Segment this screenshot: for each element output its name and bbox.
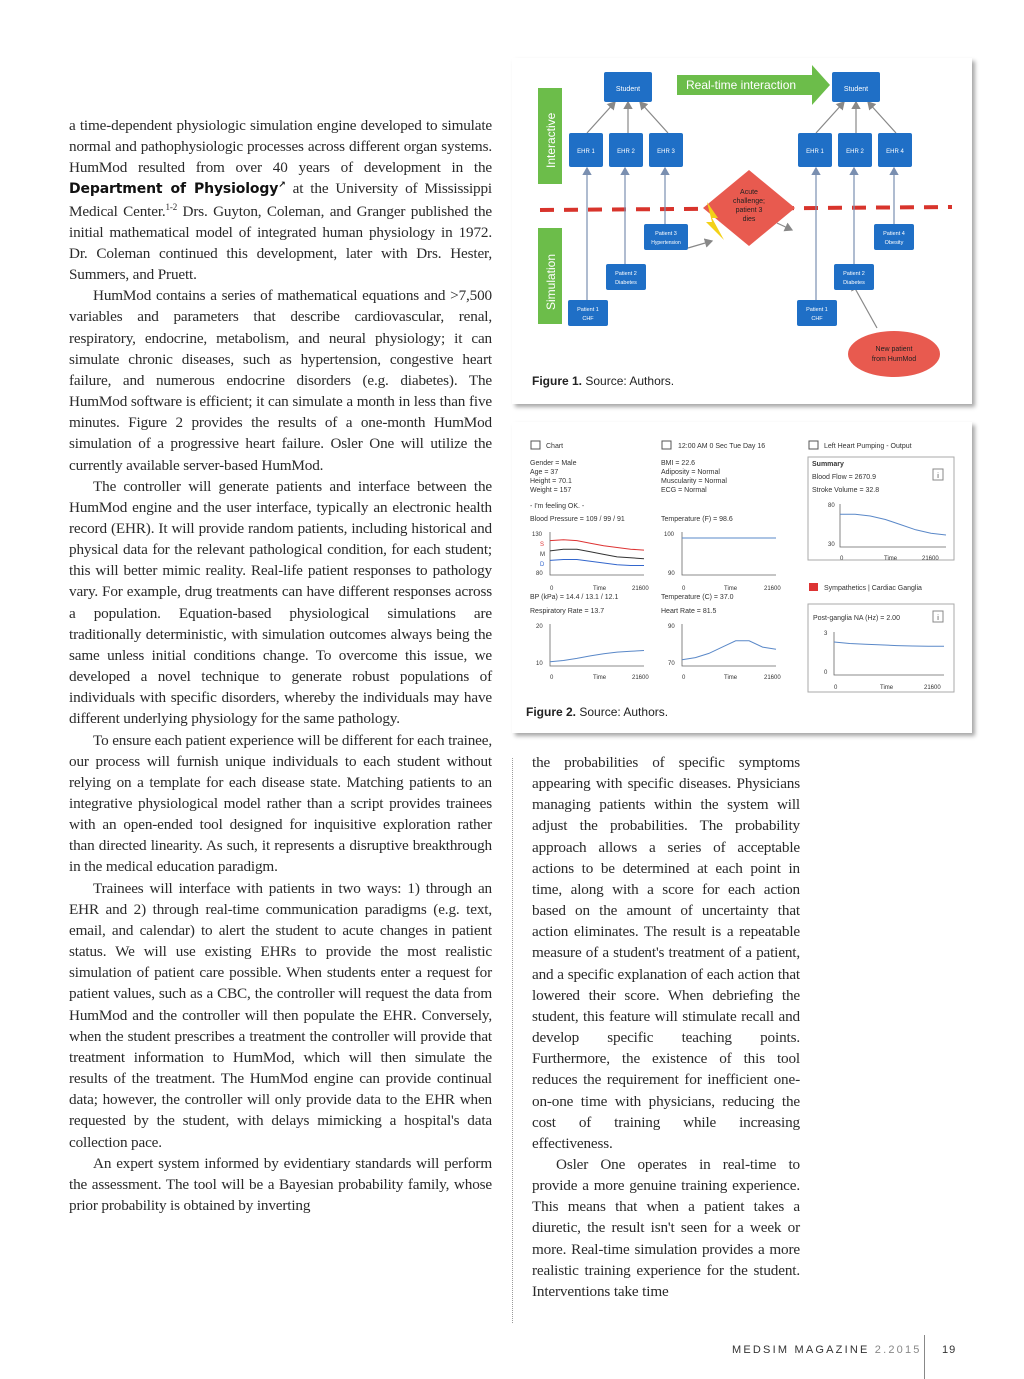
footer bbox=[732, 1344, 922, 1356]
axis-tick: 0 bbox=[834, 685, 838, 691]
series-line-output bbox=[840, 514, 946, 535]
patient-sub: Hypertension bbox=[651, 240, 681, 246]
patient-sub: CHF bbox=[811, 316, 823, 322]
student-label: Student bbox=[615, 86, 641, 93]
left-column bbox=[69, 115, 492, 1216]
legend-s: S bbox=[540, 542, 545, 548]
axis-tick: 0 bbox=[682, 586, 686, 592]
ganglia-icon bbox=[809, 583, 818, 591]
plot-axis bbox=[840, 504, 946, 547]
right-column bbox=[532, 752, 800, 1302]
acute-text: Acute bbox=[740, 189, 758, 196]
series-line-s bbox=[550, 540, 644, 550]
axis-tick: 70 bbox=[668, 661, 675, 667]
info-icon: i bbox=[937, 615, 939, 622]
figure-1 bbox=[512, 58, 972, 404]
na-label: Post-ganglia NA (Hz) = 2.00 bbox=[813, 615, 900, 622]
workflow-diagram bbox=[512, 58, 972, 404]
paragraph: To ensure each patient experience will be different for each trainee, our process will furnish unique individuals to each student without relying on a template for each disease state. Matching patients to an integrative physiological model rather than a script provides trainees with an open-ended tool designed for inquisitive exploration rather than directed linearity. As such, it represents a disruptive breakthrough in the medical education paradigm. bbox=[69, 731, 492, 876]
rr-label: Respiratory Rate = 13.7 bbox=[530, 608, 605, 615]
panel-title: Left Heart Pumping - Output bbox=[824, 443, 912, 450]
paragraph: HumMod contains a series of mathematical equations and >7,500 variables and parameters that describe cardiovascular, renal, respiratory, endocrine, metabolism, and neural physiology; it can simulate chronic diseases, such as hypertension, congestive heart failure, and numerous endocrine disorders (e.g. diabetes). The HumMod software is efficient; it can simulate a month in less than five minutes. Figure 2 provides the results of a one-month HumMod simulation of a progressive heart failure. Osler One will utilize the currently available server-based HumMod. bbox=[69, 287, 492, 474]
ehr-label: EHR 4 bbox=[886, 149, 904, 155]
footer-divider bbox=[924, 1335, 925, 1379]
series-line-d bbox=[550, 560, 644, 566]
axis-tick: 21600 bbox=[924, 685, 941, 691]
axis-tick: 0 bbox=[840, 556, 844, 562]
external-link-icon: ↗ bbox=[278, 180, 286, 191]
axis-tick: 80 bbox=[536, 571, 543, 577]
axis-tick: 30 bbox=[828, 542, 835, 548]
paragraph: Trainees will interface with patients in two ways: 1) through an EHR and 2) through real-time communication paradigms (e.g. text, email, and calendar) to alert the student to acute changes in patient status. We will use existing EHRs to provide the most realistic simulation of patient care possible. When students enter a request for patient values, such as a CBC, the controller will request the data from HumMod and the controller will then populate the EHR. Conversely, when the student prescribes a treatment the controller will provide that treatment information to HumMod, which will then simulate the results of the treatment. The HumMod engine can provide continual data; however, the controller will only provide data to the EHR when requested by the student, with delays mimicking a hospital's data collection pace. bbox=[69, 879, 492, 1151]
citation: 1-2 bbox=[165, 201, 178, 212]
figure-2 bbox=[512, 422, 972, 733]
axis-tick: 21600 bbox=[764, 675, 781, 681]
paragraph: a time-dependent physiologic simulation engine developed to simulate normal and pathophysiologic processes across different organ systems. HumMod resulted from over 40 years of development in the Department of Physiology↗ at the University of Mississippi Medical Center.$^{1-2}$ Drs. Guyton, Coleman, and Granger published the initial mathematical model of integrated human physiology in 1972. Dr. Coleman continued this development, later with Drs. Hester, Summers, and Pruett. bbox=[69, 117, 493, 284]
temp-label: Temperature (F) = 98.6 bbox=[661, 516, 733, 523]
ehr-label: EHR 1 bbox=[577, 149, 595, 155]
series-line-heart-rate bbox=[682, 641, 776, 660]
axis-tick: 0 bbox=[824, 670, 828, 676]
series-line-na bbox=[834, 642, 944, 646]
info-line: BMI = 22.6 bbox=[661, 460, 696, 467]
patient-label: Patient 1 bbox=[577, 307, 599, 313]
axis-tick: 21600 bbox=[764, 586, 781, 592]
paragraph: the probabilities of specific symptoms appearing with specific diseases. Physicians managing patients within the system will adjust the probabilities. The probability approach allows a series of acceptable actions to be determined at each point in time, along with a score for each action based on the amount of uncertainty that action eliminates. The result is a repeatable measure of a student's treatment of a patient, and a specific explanation of each action that lowered their score. When debriefing the student, this feature will stimulate recall and develop specific teaching points. Furthermore, the existence of this tool reduces the requirement for inefficient one-on-one time with physicians, reducing the cost of training while increasing effectiveness. bbox=[532, 754, 800, 1152]
figure-1-caption: Figure 1. Source: Authors. bbox=[532, 374, 675, 388]
plot-axis bbox=[550, 624, 644, 666]
page-number: 19 bbox=[942, 1344, 957, 1356]
axis-title: Time bbox=[724, 586, 738, 592]
patient-sub: Diabetes bbox=[615, 280, 637, 286]
axis-tick: 0 bbox=[682, 675, 686, 681]
paragraph: Osler One operates in real-time to provide a more genuine training experience. This means that when a patient takes a diuretic, the result isn't seen for a week or more. Real-time simulation provides a more realistic training experience for the student. Interventions take time bbox=[532, 1155, 800, 1300]
clock-icon bbox=[662, 441, 671, 449]
axis-tick: 130 bbox=[532, 532, 543, 538]
ehr-label: EHR 3 bbox=[657, 149, 675, 155]
series-line-m bbox=[550, 549, 644, 559]
legend-d: D bbox=[540, 562, 545, 568]
magazine-name: MEDSIM MAGAZINE bbox=[732, 1344, 875, 1356]
flow-label: Blood Flow = 2670.9 bbox=[812, 474, 877, 481]
info-line: Age = 37 bbox=[530, 469, 559, 476]
axis-tick: 90 bbox=[668, 624, 675, 630]
axis-tick: 3 bbox=[824, 631, 828, 637]
patient-box bbox=[568, 300, 608, 326]
info-line: Muscularity = Normal bbox=[661, 478, 727, 485]
patient-label: Patient 2 bbox=[615, 271, 637, 277]
axis-title: Time bbox=[593, 675, 607, 681]
axis-tick: 21600 bbox=[922, 556, 939, 562]
patient-box bbox=[874, 224, 914, 250]
figure-2-caption: Figure 2. Source: Authors. bbox=[526, 705, 669, 719]
info-line: Gender = Male bbox=[530, 460, 577, 467]
summary-title: Summary bbox=[812, 461, 844, 468]
bp-label: Blood Pressure = 109 / 99 / 91 bbox=[530, 516, 625, 523]
info-icon: i bbox=[937, 473, 939, 480]
axis-title: Time bbox=[880, 685, 894, 691]
patient-sub: Diabetes bbox=[843, 280, 865, 286]
ehr-label: EHR 2 bbox=[846, 149, 864, 155]
new-patient-text: New patient bbox=[875, 346, 913, 353]
tempc-label: Temperature (C) = 37.0 bbox=[661, 594, 734, 601]
patient-label: Patient 4 bbox=[883, 231, 905, 237]
paragraph: The controller will generate patients and interface between the HumMod engine and the user interface, typically an electronic health record (EHR). It will provide random patients, including historical and physical data for the relevant pathological condition, for each student; this will better mimic reality. Real-life patient responses to pathology vary. For example, drug treatments can have different responses across a population. Equation-based physiological simulations are traditionally deterministic, with simulation outcomes always being the same unless initial conditions change. To overcome this issue, we developed a novel technique to generate robust populations of individuals with specific disorders, whereby the individuals may have different underlying physiology for the same pathology. bbox=[69, 477, 492, 728]
ehr-label: EHR 1 bbox=[806, 149, 824, 155]
feeling-text: - I'm feeling OK. - bbox=[530, 503, 585, 510]
patient-sub: Obesity bbox=[884, 240, 904, 246]
panel-title: Chart bbox=[546, 443, 564, 450]
plot-axis bbox=[682, 624, 776, 666]
info-line: Weight = 157 bbox=[530, 487, 572, 494]
axis-tick: 90 bbox=[668, 571, 675, 577]
axis-tick: 10 bbox=[536, 661, 543, 667]
heart-icon bbox=[809, 441, 818, 449]
new-patient-ellipse bbox=[848, 331, 940, 377]
bpk-label: BP (kPa) = 14.4 / 13.1 / 12.1 bbox=[530, 594, 619, 601]
patient-label: Patient 1 bbox=[806, 307, 828, 313]
column-divider bbox=[512, 758, 513, 1323]
axis-tick: 21600 bbox=[632, 586, 649, 592]
stroke-label: Stroke Volume = 32.8 bbox=[812, 487, 880, 494]
info-line: Adiposity = Normal bbox=[661, 469, 720, 476]
department-of-physiology-link[interactable]: Department of Physiology↗ bbox=[69, 180, 286, 198]
student-label: Student bbox=[843, 86, 869, 93]
axis-tick: 80 bbox=[828, 503, 835, 509]
axis-title: Time bbox=[593, 586, 607, 592]
patient-sub: CHF bbox=[582, 316, 594, 322]
patient-box bbox=[606, 264, 646, 290]
axis-tick: 20 bbox=[536, 624, 543, 630]
acute-text: challenge; bbox=[733, 198, 765, 205]
paragraph: An expert system informed by evidentiary standards will perform the assessment. The tool will be a Bayesian probability family, whose prior probability is obtained by inverting bbox=[69, 1154, 492, 1214]
acute-text: dies bbox=[742, 216, 756, 223]
series-line-respiratory-rate bbox=[550, 651, 644, 662]
axis-tick: 21600 bbox=[632, 675, 649, 681]
hr-label: Heart Rate = 81.5 bbox=[661, 608, 717, 615]
plot-axis bbox=[834, 632, 944, 675]
axis-tick: 100 bbox=[664, 532, 675, 538]
simulation-dashboard bbox=[512, 422, 972, 733]
patient-box bbox=[834, 264, 874, 290]
axis-title: Time bbox=[884, 556, 898, 562]
patient-label: Patient 2 bbox=[843, 271, 865, 277]
simulation-label: Simulation bbox=[544, 253, 558, 310]
new-patient-text: from HumMod bbox=[871, 356, 917, 363]
acute-text: patient 3 bbox=[735, 207, 763, 214]
patient-box bbox=[797, 300, 837, 326]
issue-date: 2.2015 bbox=[874, 1344, 922, 1356]
realtime-label: Real-time interaction bbox=[686, 78, 797, 92]
axis-tick: 0 bbox=[550, 675, 554, 681]
legend-m: M bbox=[540, 552, 545, 558]
panel-title: 12:00 AM 0 Sec Tue Day 16 bbox=[678, 443, 766, 450]
info-line: Height = 70.1 bbox=[530, 478, 572, 485]
panel-title: Sympathetics | Cardiac Ganglia bbox=[824, 585, 922, 592]
patient-box bbox=[644, 224, 688, 250]
chart-icon bbox=[531, 441, 540, 449]
patient-label: Patient 3 bbox=[655, 231, 677, 237]
ehr-label: EHR 2 bbox=[617, 149, 635, 155]
axis-title: Time bbox=[724, 675, 738, 681]
info-line: ECG = Normal bbox=[661, 487, 707, 494]
interactive-label: Interactive bbox=[544, 112, 558, 168]
axis-tick: 0 bbox=[550, 586, 554, 592]
